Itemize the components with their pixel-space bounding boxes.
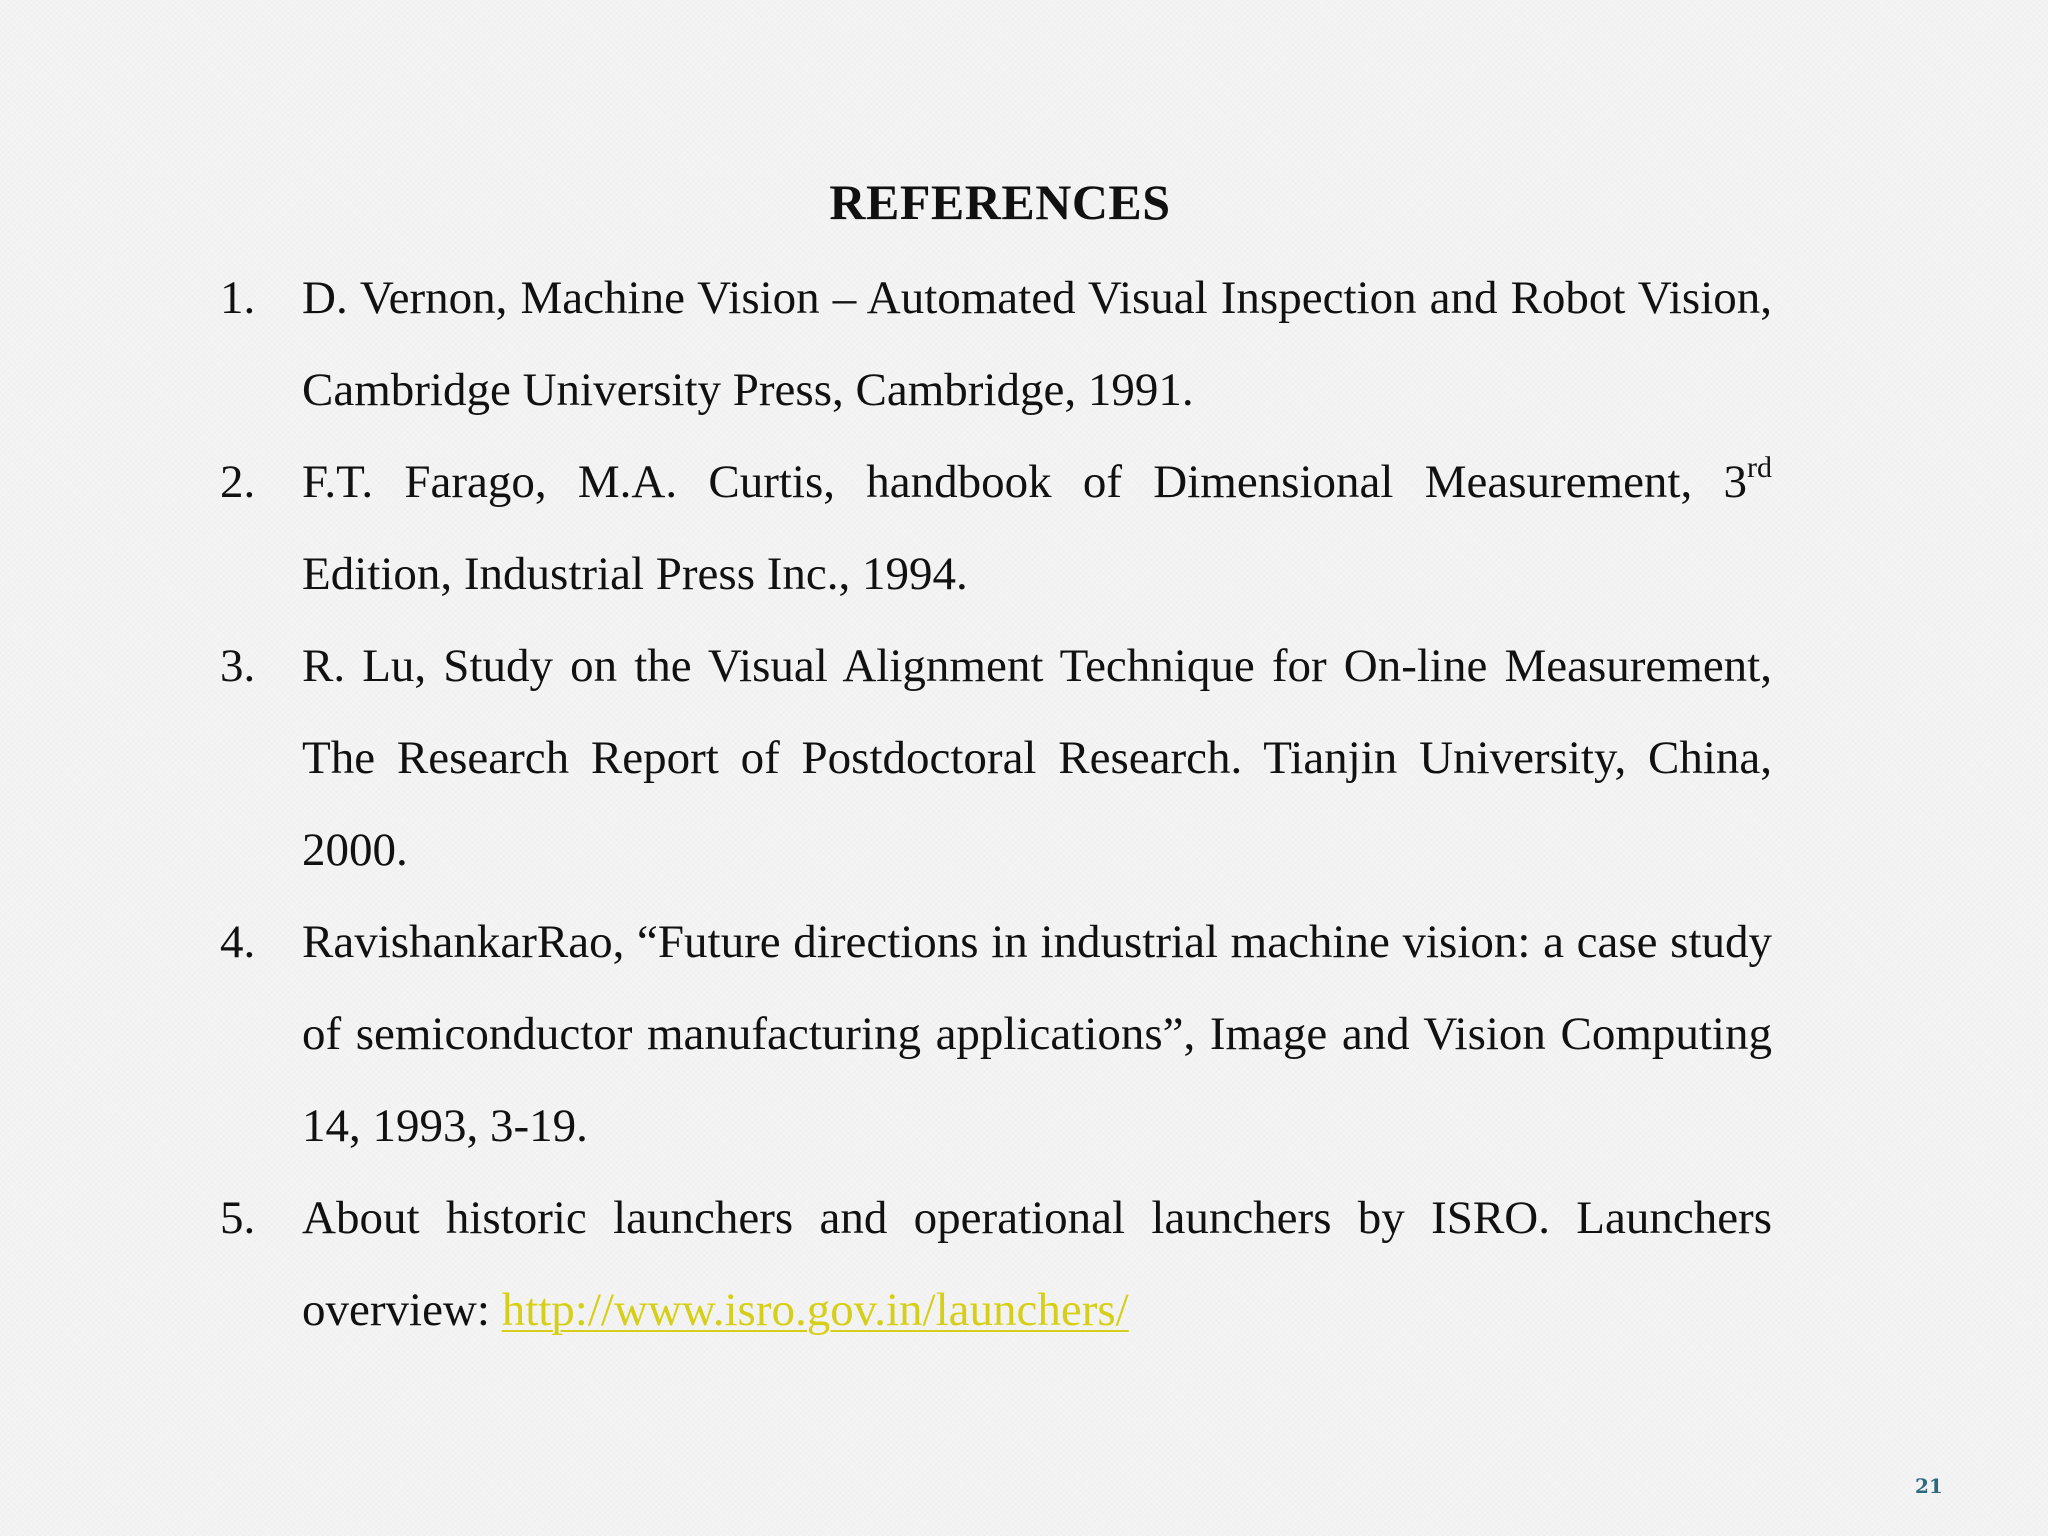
page-number: 21 bbox=[1915, 1474, 1943, 1498]
reference-text-body-cont: Edition, Industrial Press Inc., 1994. bbox=[302, 548, 968, 600]
reference-text-body: RavishankarRao, “Future directions in industrial machine vision: a case study of semiconductor manufacturing applications”, Image and Vision Computing 14, 1993, 3-19. bbox=[302, 916, 1772, 1152]
reference-text-body: About historic launchers and operational launchers by ISRO. Launchers overview: bbox=[302, 1192, 1772, 1336]
reference-list bbox=[220, 252, 1772, 1356]
slide-title: REFERENCES bbox=[829, 174, 1171, 230]
reference-text bbox=[302, 1172, 1772, 1356]
reference-item-4 bbox=[220, 896, 1772, 1172]
reference-text bbox=[302, 252, 1772, 436]
reference-text-body: D. Vernon, Machine Vision – Automated Visual Inspection and Robot Vision, Cambridge University Press, Cambridge, 1991. bbox=[302, 272, 1772, 416]
reference-number: 3. bbox=[220, 640, 256, 692]
reference-text bbox=[302, 436, 1772, 620]
reference-text bbox=[302, 620, 1772, 896]
reference-item-5 bbox=[220, 1172, 1772, 1356]
reference-item-3 bbox=[220, 620, 1772, 896]
reference-number: 5. bbox=[220, 1192, 256, 1244]
reference-number: 2. bbox=[220, 456, 256, 508]
reference-item-1 bbox=[220, 252, 1772, 436]
reference-number: 1. bbox=[220, 272, 256, 324]
ordinal-superscript: rd bbox=[1747, 451, 1772, 484]
reference-text bbox=[302, 896, 1772, 1172]
reference-text-body: R. Lu, Study on the Visual Alignment Technique for On-line Measurement, The Research Report of Postdoctoral Research. Tianjin University, China, 2000. bbox=[302, 640, 1772, 876]
reference-item-2 bbox=[220, 436, 1772, 620]
reference-text-body: F.T. Farago, M.A. Curtis, handbook of Dimensional Measurement, 3 bbox=[302, 456, 1747, 508]
launchers-overview-link[interactable]: http://www.isro.gov.in/launchers/ bbox=[501, 1284, 1129, 1336]
reference-number: 4. bbox=[220, 916, 256, 968]
